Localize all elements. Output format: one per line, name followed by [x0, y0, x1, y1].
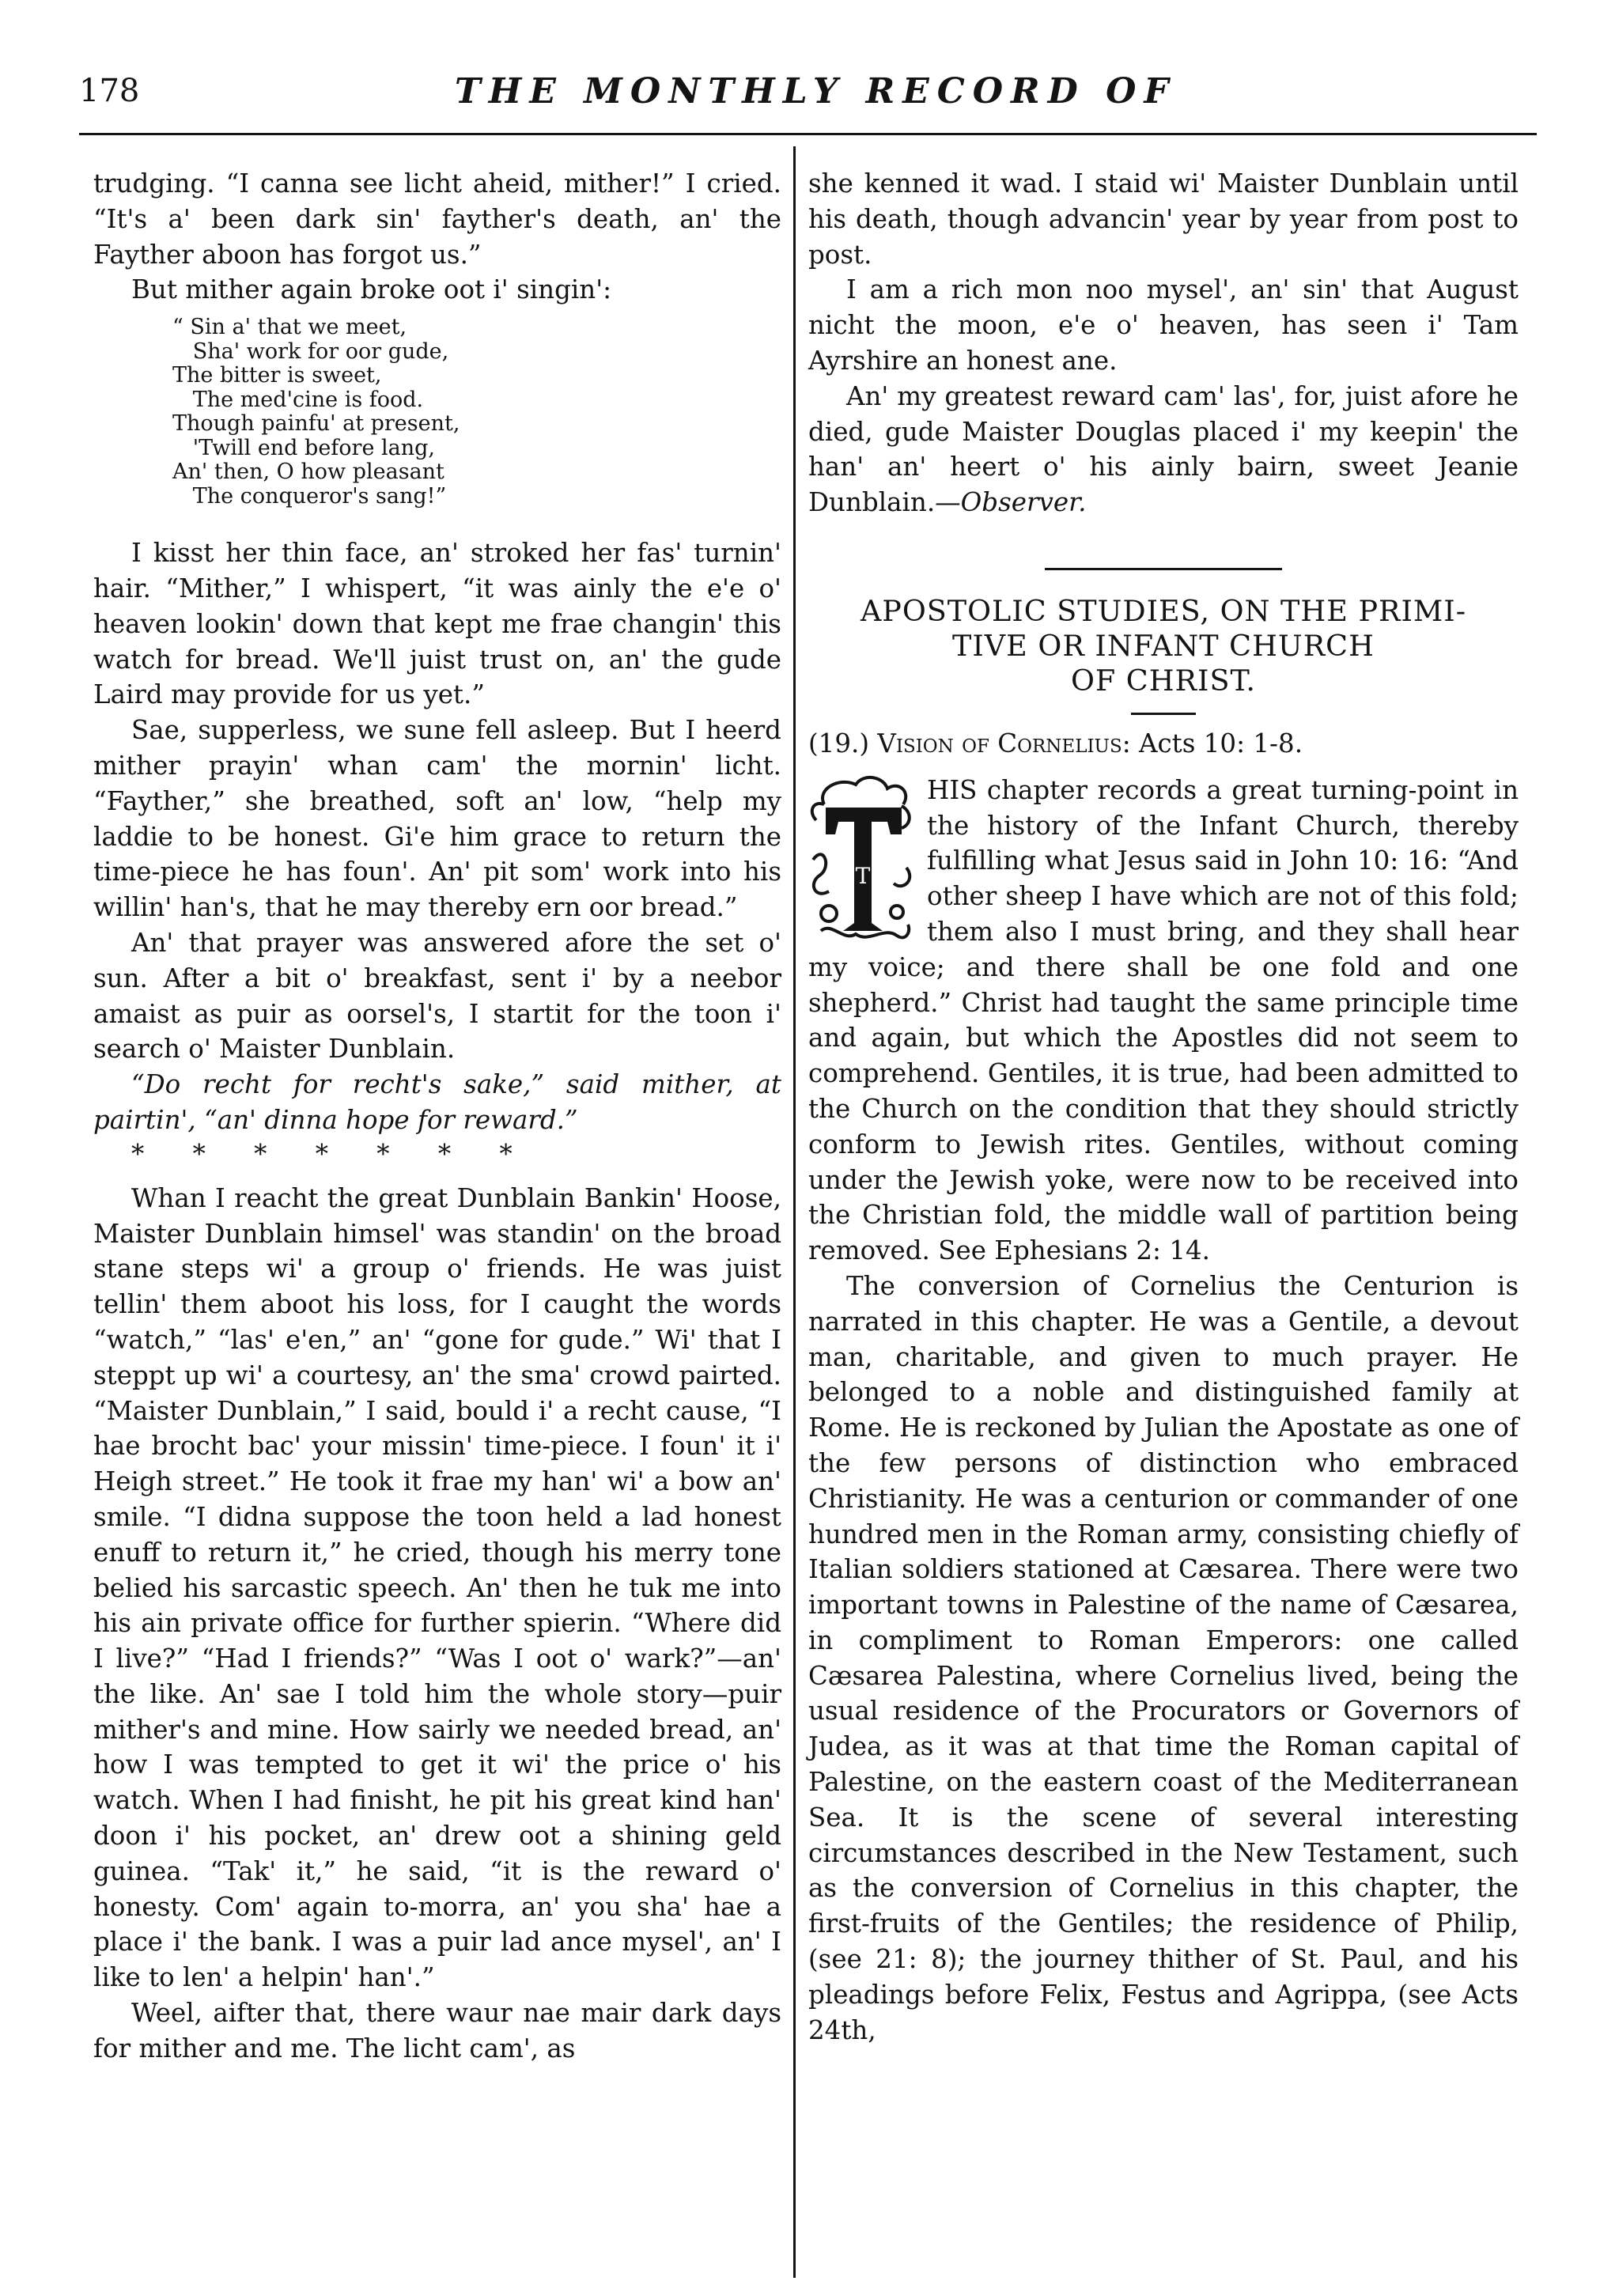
subheading-number: (19.): [808, 728, 870, 758]
paragraph-text: An' my greatest reward cam' las', for, juist afore he died, gude Maister Douglas placed i' my keepin' the han' an' heert o' his ainly bairn, sweet Jeanie Dunblain.: [808, 380, 1519, 518]
section-divider: [1045, 568, 1282, 570]
heading-line: OF CHRIST.: [1070, 663, 1257, 698]
paragraph: I kisst her thin face, an' stroked her fas' turnin' hair. “Mither,” I whispert, “it was ainly the e'e o' heaven lookin' down that kept me frae changin' this watch for bread. We'll juist trust on, an' the gude Laird may provide for us yet.”: [93, 538, 781, 710]
running-title: THE MONTHLY RECORD OF: [455, 71, 1177, 112]
poem-line: 'Twill end before lang,: [172, 435, 436, 460]
column-divider: [793, 146, 796, 2278]
paragraph: Sae, supperless, we sune fell asleep. But I heerd mither prayin' whan cam' the mornin' licht. “Fayther,” she breathed, soft an' low, “help my laddie to be honest. Gi'e him grace to return the time-piece he has foun'. An' pit som' work into his willin' han's, that he may thereby ern oor bread.”: [93, 715, 781, 923]
poem-line: Though painfu' at present,: [172, 411, 460, 437]
paragraph: “Do recht for recht's sake,” said mither, at pairtin', “an' dinna hope for reward.”: [93, 1069, 781, 1135]
header-rule: [79, 133, 1537, 135]
paragraph: But mither again broke oot i' singin':: [131, 274, 612, 305]
poem: [93, 316, 781, 509]
poem-line: Sha' work for oor gude,: [172, 339, 449, 364]
heading-rule: [1131, 713, 1196, 715]
paragraph: HIS chapter records a great turning-point in the history of the Infant Church, thereby fulfilling what Jesus said in John 10: 16: “And other sheep I have which are not of this fold; them also I must bring, and they shall hear my voice; and there shall be one fold and one shepherd.” Christ had taught the same principle time and again, but which the Apostles did not seem to comprehend. Gentiles, it is true, had been admitted to the Church on the condition that they should strictly conform to Jewish rites. Gentiles, without coming under the Jewish yoke, were now to be received into the Christian fold, the middle wall of partition being removed. See Ephesians 2: 14.: [808, 774, 1519, 1266]
poem-line: The med'cine is food.: [172, 387, 424, 412]
decorated-drop-cap-t: [808, 773, 917, 948]
subheading-reference: Acts 10: 1-8.: [1139, 728, 1303, 758]
paragraph: Whan I reacht the great Dunblain Bankin' Hoose, Maister Dunblain himsel' was standin' on the broad stane steps wi' a group o' friends. He was juist tellin' them aboot his loss, for I caught the words “watch,” “las' e'en,” an' “gone for gude.” Wi' that I steppt up wi' a courtesy, an' the sma' crowd pairted. “Maister Dunblain,” I said, bould i' a recht cause, “I hae brocht bac' your missin' time-piece. I foun' it i' Heigh street.” He took it frae my han' wi' a bow an' smile. “I didna suppose the toon held a lad honest enuff to return it,” he cried, though his merry tone belied his sarcastic speech. An' then he tuk me into his ain private office for further spierin. “Where did I live?” “Had I friends?” “Was I oot o' wark?”—an' the like. An' sae I told him the whole story—puir mither's and mine. How sairly we needed bread, an' how I was tempted to get it wi' the price o' his watch. When I had finisht, he pit his great kind han' doon i' his pocket, an' drew oot a shining geld guinea. “Tak' it,” he said, “it is the reward o' honesty. Com' again to-morra, an' you sha' hae a place i' the bank. I was a puir lad ance mysel', an' I like to len' a helpin' han'.”: [93, 1182, 781, 1993]
heading-line: TIVE OR INFANT CHURCH: [952, 628, 1375, 663]
paragraph: An' that prayer was answered afore the set o' sun. After a bit o' breakfast, sent i' by a neebor amaist as puir as oorsel's, I startit for the toon i' search o' Maister Dunblain.: [93, 927, 781, 1065]
source-credit: —Observer.: [935, 487, 1087, 518]
heading-line: APOSTOLIC STUDIES, ON THE PRIMI-: [860, 593, 1467, 628]
article-heading: [808, 594, 1519, 698]
paragraph: I am a rich mon noo mysel', an' sin' that August nicht the moon, e'e o' heaven, has seen i' Tam Ayrshire an honest ane.: [808, 274, 1519, 376]
paragraph: trudging. “I canna see licht aheid, mither!” I cried. “It's a' been dark sin' fayther's death, an' the Fayther aboon has forgot us.”: [93, 168, 781, 270]
paragraph: Weel, aifter that, there waur nae mair dark days for mither and me. The licht cam', as: [93, 1998, 781, 2063]
dropcap-letter: T: [855, 862, 871, 889]
poem-line: The conqueror's sang!”: [172, 483, 447, 509]
poem-line: The bitter is sweet,: [172, 363, 382, 388]
page-number: 178: [79, 73, 140, 109]
poem-line: “ Sin a' that we meet,: [172, 315, 407, 340]
subheading: [808, 726, 1519, 762]
paragraph: The conversion of Cornelius the Centurion is narrated in this chapter. He was a Gentile, a devout man, charitable, and given to much prayer. He belonged to a noble and distinguished family at Rome. He is reckoned by Julian the Apostate as one of the few persons of distinction who embraced Christianity. He was a centurion or commander of one hundred men in the Roman army, consisting chiefly of Italian soldiers stationed at Cæsarea. There were two important towns in Palestine of the name of Cæsarea, in compliment to Roman Emperors: one called Cæsarea Palestina, where Cornelius lived, being the usual residence of the Procurators or Governors of Judea, as it was at that time the Roman capital of Palestine, on the eastern coast of the Mediterranean Sea. It is the scene of several interesting circumstances described in the New Testament, such as the conversion of Cornelius in this chapter, the first-fruits of the Gentiles; the residence of Philip, (see 21: 8); the journey thither of St. Paul, and his pleadings before Felix, Festus and Agrippa, (see Acts 24th,: [808, 1270, 1519, 2045]
paragraph: [808, 379, 1519, 520]
section-break-stars: * * * * * * *: [131, 1138, 516, 1169]
left-column: [93, 166, 781, 2067]
poem-line: An' then, O how pleasant: [172, 460, 444, 485]
subheading-title: Vision of Cornelius:: [877, 728, 1131, 758]
right-column: [808, 166, 1519, 2048]
paragraph: she kenned it wad. I staid wi' Maister Dunblain until his death, though advancin' year by year from post to post.: [808, 168, 1519, 270]
